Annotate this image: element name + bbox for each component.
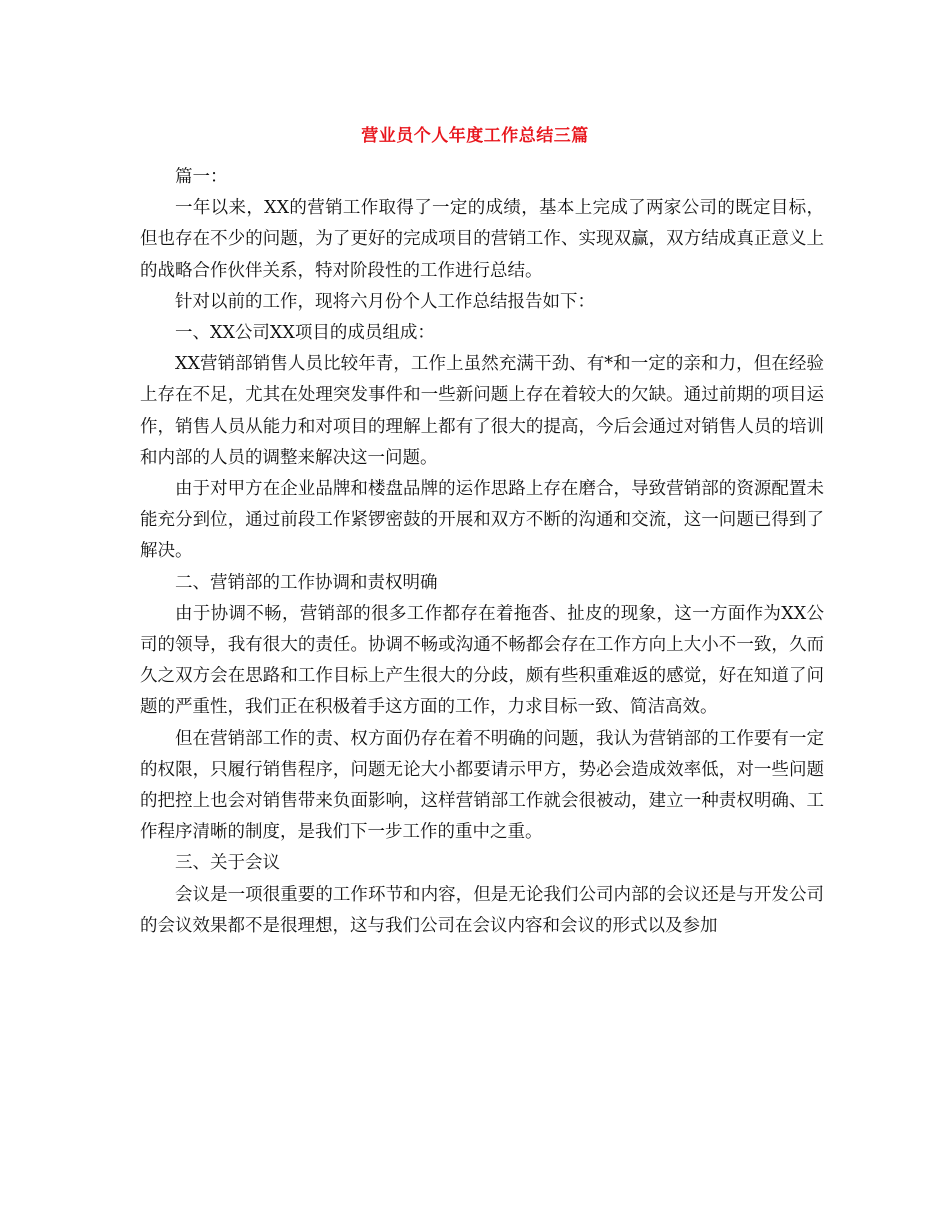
- paragraph-coordination: 由于协调不畅，营销部的很多工作都存在着拖沓、扯皮的现象，这一方面作为XX公司的领导，我有很大的责任。协调不畅或沟通不畅都会存在工作方向上大小不一致，久而久之双方会在思路和工作目标上产生很大的分歧，颇有些积重难返的感觉，好在知道了问题的严重性，我们正在积极着手这方面的工作，力求目标一致、简洁高效。: [140, 603, 824, 718]
- paragraph-responsibility: 但在营销部工作的责、权方面仍存在着不明确的问题，我认为营销部的工作要有一定的权限，只履行销售程序，问题无论大小都要请示甲方，势必会造成效率低，对一些问题的把控上也会对销售带来负面影响，这样营销部工作就会很被动，建立一种责权明确、工作程序清晰的制度，是我们下一步工作的重中之重。: [140, 728, 824, 843]
- document-title: 营业员个人年度工作总结三篇: [361, 126, 589, 146]
- section-heading-1: 一、XX公司XX项目的成员组成：: [175, 323, 435, 344]
- document-body: [140, 162, 824, 942]
- paragraph-branding: 由于对甲方在企业品牌和楼盘品牌的运作思路上存在磨合，导致营销部的资源配置未能充分到位，通过前段工作紧锣密鼓的开展和双方不断的沟通和交流，这一问题已得到了解决。: [140, 479, 824, 562]
- section-heading-2: 二、营销部的工作协调和责权明确: [175, 572, 438, 593]
- paragraph-meetings: 会议是一项很重要的工作环节和内容，但是无论我们公司内部的会议还是与开发公司的会议效果都不是很理想，这与我们公司在会议内容和会议的形式以及参加: [140, 884, 824, 936]
- paragraph-intro: 一年以来，XX的营销工作取得了一定的成绩，基本上完成了两家公司的既定目标，但也存在不少的问题，为了更好的完成项目的营销工作、实现双赢，双方结成真正意义上的战略合作伙伴关系，特对阶段性的工作进行总结。: [140, 198, 824, 281]
- section-heading-part-one: 篇一：: [175, 167, 228, 187]
- paragraph-report-lead: 针对以前的工作，现将六月份个人工作总结报告如下：: [175, 291, 595, 312]
- section-heading-3: 三、关于会议: [175, 853, 280, 874]
- paragraph-team: XX营销部销售人员比较年青，工作上虽然充满干劲、有*和一定的亲和力，但在经验上存在不足，尤其在处理突发事件和一些新问题上存在着较大的欠缺。通过前期的项目运作，销售人员从能力和对项目的理解上都有了很大的提高，今后会通过对销售人员的培训和内部的人员的调整来解决这一问题。: [140, 354, 824, 468]
